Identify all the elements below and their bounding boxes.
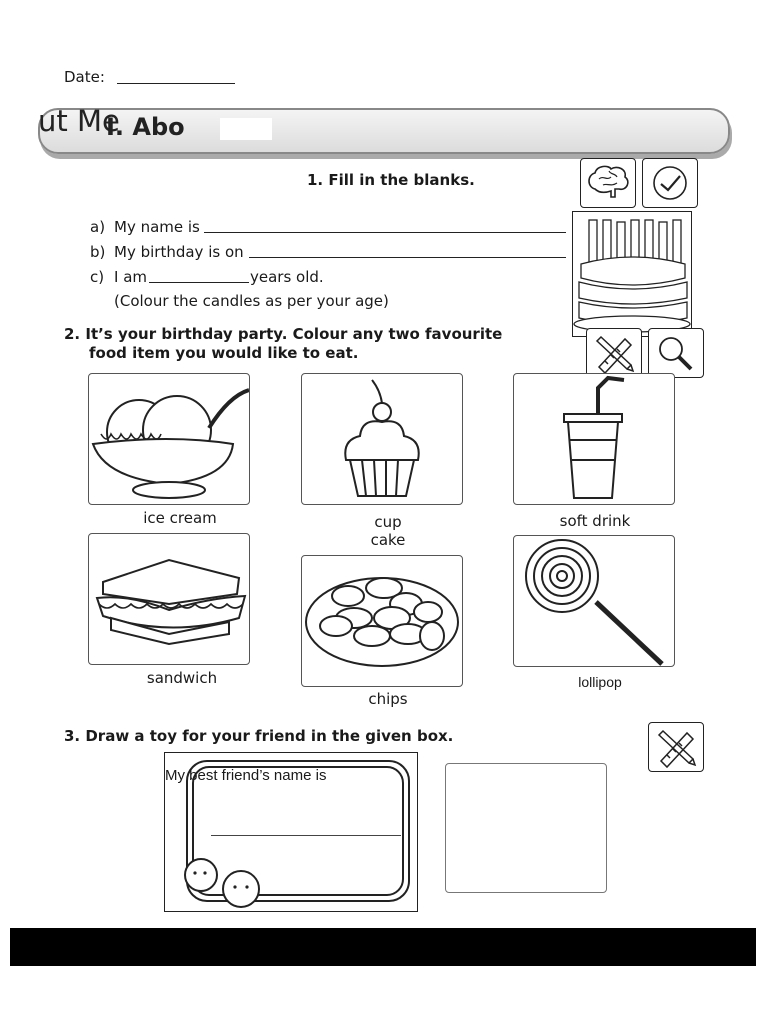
pencil-ruler-icon [648,722,704,772]
banner-highlight [220,118,272,140]
candles-note: (Colour the candles as per your age) [114,292,389,310]
magnifier-icon [648,328,704,378]
name-blank[interactable] [204,232,566,233]
cupcake-image[interactable] [301,373,463,505]
cupcake-label-2: cake [370,531,406,549]
lollipop-label: lollipop [578,674,622,690]
pencil-ruler-icon [586,328,642,378]
item-b-text: My birthday is on [114,243,244,261]
soft-drink-label: soft drink [559,512,631,530]
banner-title-part1: ut Me [38,104,120,138]
age-blank[interactable] [149,282,249,283]
lollipop-image[interactable] [513,535,675,667]
footer-bar [10,928,756,966]
friend-name-label: My best friend’s name is [165,767,327,784]
cupcake-label-1: cup [374,513,402,531]
item-b-letter: b) [90,243,106,261]
question-2-line1: 2. It’s your birthday party. Colour any two favourite [64,325,503,343]
question-3-title: 3. Draw a toy for your friend in the given box. [64,727,454,745]
item-c-text-after: years old. [250,268,324,286]
checkmark-icon [642,158,698,208]
ice-cream-image[interactable] [88,373,250,505]
sandwich-image[interactable] [88,533,250,665]
chips-label: chips [368,690,408,708]
question-2-title [64,325,564,363]
item-c-text-before: I am [114,268,147,286]
birthday-blank[interactable] [249,257,566,258]
brain-icon [580,158,636,208]
item-c-letter: c) [90,268,105,286]
date-label: Date: [64,68,105,86]
friend-name-blank[interactable] [211,835,401,836]
question-1-title: 1. Fill in the blanks. [307,171,475,189]
sandwich-label: sandwich [146,669,218,687]
banner-title-part2: I. Abo [106,113,185,141]
item-a-letter: a) [90,218,106,236]
question-2-line2: food item you would like to eat. [89,344,359,362]
chips-image[interactable] [301,555,463,687]
birthday-cake-image[interactable] [572,211,692,337]
date-field[interactable] [117,83,235,84]
friend-name-box[interactable] [164,752,418,912]
item-a-text: My name is [114,218,200,236]
ice-cream-label: ice cream [143,509,217,527]
soft-drink-image[interactable] [513,373,675,505]
toy-drawing-box[interactable] [445,763,607,893]
